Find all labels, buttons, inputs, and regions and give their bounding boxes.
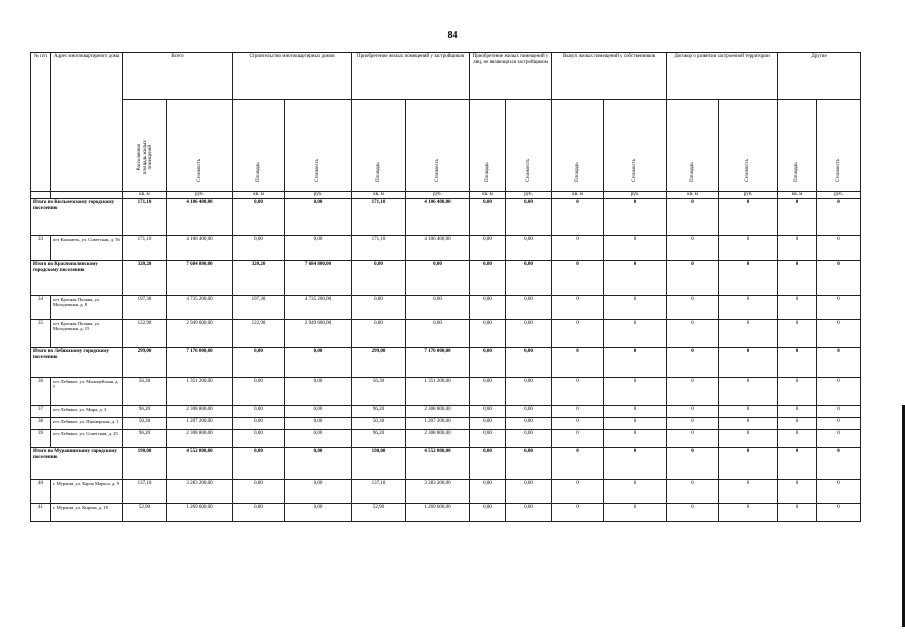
cell-area: 0,00 [470,406,506,418]
cell-area: 0 [667,448,719,480]
cell-area: 52,90 [123,504,167,522]
cell-cost: 0 [719,480,778,504]
cell-area: 0 [667,480,719,504]
cell-area: 0,00 [233,378,285,406]
cell-cost: 0 [604,480,667,504]
cell-cost: 0,00 [506,261,552,296]
table-row [31,406,861,418]
cell-area: 0 [552,430,604,448]
cell-cost: 0 [719,406,778,418]
cell-cost: 0 [604,320,667,348]
subheader-cost: Стоимость [285,100,352,192]
units-empty [51,192,123,199]
header-address: Адрес многоквартирного дома [51,53,123,192]
cell-cost: 0 [817,480,861,504]
cell-area: 299,00 [352,348,406,378]
cell-area: 0 [778,504,817,522]
row-number: 40 [31,480,51,504]
row-address: пгт Красная Поляна, ул. Молодежная, д. 15 [51,320,123,348]
cell-cost: 0 [817,418,861,430]
cell-area: 0 [778,261,817,296]
header-group-developers: Приобретение жилых помещений у застройщиков [352,53,470,100]
cell-cost: 0 [719,320,778,348]
cell-cost: 0 [604,378,667,406]
cell-cost: 4 106 400,00 [406,199,470,236]
unit-cost: руб. [167,192,233,199]
cell-cost: 0 [604,296,667,320]
cell-area: 0,00 [470,236,506,261]
cell-area: 0 [667,406,719,418]
cell-cost: 0,00 [506,406,552,418]
subheader-area: Площадь [667,100,719,192]
unit-area: кв. м [778,192,817,199]
cell-area: 0,00 [233,418,285,430]
cell-cost: 0 [817,504,861,522]
row-number: 35 [31,320,51,348]
cell-area: 0,00 [233,199,285,236]
cell-area: 0 [778,406,817,418]
cell-cost: 0 [719,378,778,406]
cell-area: 197,30 [233,296,285,320]
subtotal-row [31,199,861,236]
cell-cost: 0,00 [506,296,552,320]
cell-cost: 0 [604,504,667,522]
subtotal-row [31,348,861,378]
cell-area: 0,00 [470,320,506,348]
cell-cost: 0,00 [406,296,470,320]
table-row [31,320,861,348]
unit-area: кв. м [470,192,506,199]
cell-area: 0,00 [352,296,406,320]
cell-area: 0,00 [233,236,285,261]
cell-cost: 1 207 200,00 [406,418,470,430]
table-row [31,430,861,448]
cell-cost: 0,00 [506,320,552,348]
cell-area: 0 [552,448,604,480]
table-row [31,296,861,320]
cell-cost: 0 [817,448,861,480]
cell-cost: 0,00 [506,348,552,378]
cell-cost: 0,00 [285,236,352,261]
page-number: 84 [447,30,458,41]
cell-cost: 0 [719,261,778,296]
row-address: пгт Кильмезь, ул. Советская, д. 56 [51,236,123,261]
subheader-cost: Стоимость [167,100,233,192]
cell-cost: 1 207 200,00 [167,418,233,430]
cell-cost: 0 [719,448,778,480]
cell-cost: 1 351 200,00 [406,378,470,406]
cell-cost: 0 [604,430,667,448]
cell-area: 0,00 [352,320,406,348]
cell-cost: 4 106 400,00 [167,199,233,236]
unit-cost: руб. [817,192,861,199]
cell-cost: 2 949 600,00 [285,320,352,348]
cell-area: 122,90 [123,320,167,348]
table-row [31,480,861,504]
cell-cost: 0 [719,504,778,522]
cell-area: 0,00 [470,348,506,378]
subheader-area: Площадь [470,100,506,192]
cell-cost: 0 [817,378,861,406]
cell-area: 0,00 [233,480,285,504]
cell-cost: 2 949 600,00 [167,320,233,348]
cell-area: 0,00 [470,199,506,236]
cell-area: 50,30 [123,418,167,430]
cell-cost: 4 735 200,00 [285,296,352,320]
cell-area: 0,00 [470,418,506,430]
cell-area: 0 [552,418,604,430]
header-group-construction: Строительство многоквартирных домов [233,53,352,100]
cell-cost: 0 [817,236,861,261]
cell-cost: 0 [604,418,667,430]
header-group-other: Другие [778,53,861,100]
cell-cost: 0 [817,261,861,296]
subtotal-row [31,448,861,480]
row-address: пгт Лебяжье, ул. Пионерская, д. 1 [51,418,123,430]
cell-cost: 0,00 [406,320,470,348]
cell-cost: 0,00 [285,348,352,378]
cell-cost: 2 308 800,00 [167,430,233,448]
cell-area: 0,00 [233,448,285,480]
cell-area: 0 [552,199,604,236]
cell-area: 0 [552,261,604,296]
cell-cost: 7 684 800,00 [167,261,233,296]
unit-area: кв. м [667,192,719,199]
header-no: № п/п [31,53,51,192]
cell-area: 0 [667,261,719,296]
cell-cost: 0 [817,199,861,236]
cell-area: 52,90 [352,504,406,522]
cell-area: 137,10 [123,480,167,504]
cell-cost: 0,00 [285,504,352,522]
header-group-buyout: Выкуп жилых помещений у собственников [552,53,667,100]
cell-area: 0,00 [233,406,285,418]
cell-cost: 0,00 [506,480,552,504]
cell-area: 0 [778,418,817,430]
unit-area: кв. м [123,192,167,199]
cell-cost: 2 308 800,00 [167,406,233,418]
row-number: 38 [31,418,51,430]
relocation-table [30,52,861,522]
cell-cost: 0,00 [285,418,352,430]
unit-area: кв. м [552,192,604,199]
cell-cost: 1 351 200,00 [167,378,233,406]
cell-area: 137,10 [352,480,406,504]
cell-area: 0 [667,378,719,406]
subheader-cost: Стоимость [817,100,861,192]
cell-area: 0 [552,348,604,378]
cell-area: 197,30 [123,296,167,320]
cell-area: 171,10 [123,199,167,236]
cell-cost: 0,00 [506,236,552,261]
subtotal-label: Итого по Кильмезскому городскому поселению [31,199,123,236]
cell-cost: 2 308 800,00 [406,406,470,418]
table-row [31,504,861,522]
unit-area: кв. м [352,192,406,199]
cell-cost: 0,00 [506,378,552,406]
cell-cost: 4 106 400,00 [406,236,470,261]
cell-area: 0 [552,320,604,348]
row-address: г. Мураши, ул. Карла Маркса, д. 9 [51,480,123,504]
cell-cost: 0,00 [285,448,352,480]
cell-cost: 0 [719,199,778,236]
subheader-cost: Стоимость [719,100,778,192]
cell-area: 0 [667,199,719,236]
cell-cost: 0,00 [285,480,352,504]
cell-cost: 0,00 [406,261,470,296]
cell-cost: 7 684 800,00 [285,261,352,296]
cell-area: 0,00 [470,430,506,448]
header-group-total: Всего [123,53,233,100]
row-address: пгт Лебяжье, ул. Милицейская, д. 5 [51,378,123,406]
cell-area: 0 [667,504,719,522]
cell-cost: 4 552 800,00 [167,448,233,480]
cell-area: 96,20 [123,430,167,448]
row-number: 37 [31,406,51,418]
row-address: пгт Красная Поляна, ул. Молодежная, д. 8 [51,296,123,320]
cell-area: 0 [552,378,604,406]
table-row [31,418,861,430]
cell-cost: 0 [719,430,778,448]
cell-cost: 2 308 800,00 [406,430,470,448]
subtotal-row [31,261,861,296]
cell-area: 0,00 [470,378,506,406]
row-address: г. Мураши, ул. Кирова, д. 19 [51,504,123,522]
cell-area: 96,20 [352,406,406,418]
cell-area: 0,00 [470,448,506,480]
cell-area: 0 [778,480,817,504]
cell-area: 0 [667,320,719,348]
cell-area: 171,10 [352,199,406,236]
cell-area: 0 [778,236,817,261]
cell-cost: 3 283 200,00 [406,480,470,504]
subtotal-label: Итого по Лебяжскому городскому поселению [31,348,123,378]
cell-cost: 0,00 [506,418,552,430]
subheader-area: Площадь [352,100,406,192]
cell-cost: 0,00 [506,199,552,236]
cell-area: 96,20 [352,430,406,448]
row-number: 39 [31,430,51,448]
row-number: 41 [31,504,51,522]
cell-cost: 0 [719,418,778,430]
row-number: 34 [31,296,51,320]
cell-area: 0 [778,199,817,236]
cell-area: 0 [552,504,604,522]
subheader-area-total: Расселяемая площадь жилых помещений [123,100,167,192]
cell-area: 0 [552,406,604,418]
cell-cost: 1 269 600,00 [167,504,233,522]
cell-area: 190,00 [123,448,167,480]
cell-area: 0 [778,448,817,480]
cell-area: 0,00 [470,480,506,504]
cell-area: 0,00 [233,430,285,448]
table-row [31,378,861,406]
unit-cost: руб. [506,192,552,199]
cell-cost: 0,00 [506,430,552,448]
row-number: 33 [31,236,51,261]
cell-cost: 0 [817,348,861,378]
cell-cost: 4 735 200,00 [167,296,233,320]
cell-cost: 0,00 [506,448,552,480]
cell-cost: 0,00 [285,378,352,406]
subheader-area: Площадь [552,100,604,192]
cell-area: 320,20 [233,261,285,296]
cell-area: 171,10 [123,236,167,261]
cell-area: 0 [667,296,719,320]
cell-cost: 0 [719,236,778,261]
cell-cost: 0,00 [285,430,352,448]
row-address: пгт Лебяжье, ул. Мира, д. 3 [51,406,123,418]
cell-cost: 0,00 [506,504,552,522]
units-empty [31,192,51,199]
table-row [31,236,861,261]
cell-cost: 0 [604,348,667,378]
cell-area: 56,30 [352,378,406,406]
unit-cost: руб. [719,192,778,199]
cell-area: 0 [778,296,817,320]
row-number: 36 [31,378,51,406]
subtotal-label: Итого по Мурашинскому городскому поселению [31,448,123,480]
subtotal-label: Итого по Краснополянскому городскому поселению [31,261,123,296]
cell-cost: 0 [604,261,667,296]
cell-cost: 7 176 000,00 [167,348,233,378]
cell-area: 0 [778,430,817,448]
cell-area: 50,30 [352,418,406,430]
cell-area: 0 [667,430,719,448]
cell-area: 0,00 [470,504,506,522]
cell-area: 171,10 [352,236,406,261]
unit-cost: руб. [406,192,470,199]
cell-cost: 0 [604,448,667,480]
cell-area: 0 [552,296,604,320]
subheader-area: Площадь [778,100,817,192]
table-body [31,199,861,522]
cell-cost: 4 106 400,00 [167,236,233,261]
cell-area: 0,00 [352,261,406,296]
cell-area: 96,20 [123,406,167,418]
subheader-cost: Стоимость [506,100,552,192]
unit-cost: руб. [604,192,667,199]
subheader-cost: Стоимость [604,100,667,192]
cell-cost: 0 [604,236,667,261]
cell-cost: 0 [817,320,861,348]
cell-area: 0 [778,320,817,348]
header-group-development-agreement: Договор о развитии застроенной территории [667,53,778,100]
cell-area: 0 [667,348,719,378]
cell-area: 0 [667,418,719,430]
cell-cost: 1 269 600,00 [406,504,470,522]
subheader-cost: Стоимость [406,100,470,192]
cell-area: 320,20 [123,261,167,296]
cell-area: 0,00 [233,504,285,522]
cell-area: 190,00 [352,448,406,480]
header-group-non-developers: Приобретение жилых помещений у лиц, не являющихся застройщиком [470,53,552,100]
cell-cost: 0 [604,406,667,418]
cell-cost: 0 [817,430,861,448]
cell-area: 56,30 [123,378,167,406]
cell-cost: 0 [719,296,778,320]
cell-area: 0,00 [470,296,506,320]
cell-area: 0,00 [470,261,506,296]
cell-area: 0 [778,378,817,406]
cell-area: 0 [552,480,604,504]
cell-area: 0 [552,236,604,261]
subheader-area: Площадь [233,100,285,192]
row-address: пгт Лебяжье, ул. Советская, д. 25 [51,430,123,448]
cell-area: 0 [778,348,817,378]
cell-cost: 0 [817,406,861,418]
cell-cost: 0 [719,348,778,378]
cell-area: 122,90 [233,320,285,348]
cell-cost: 0,00 [285,199,352,236]
cell-area: 299,00 [123,348,167,378]
cell-cost: 7 176 000,00 [406,348,470,378]
cell-area: 0 [667,236,719,261]
cell-cost: 4 552 800,00 [406,448,470,480]
cell-cost: 0 [817,296,861,320]
cell-cost: 0 [604,199,667,236]
unit-area: кв. м [233,192,285,199]
unit-cost: руб. [285,192,352,199]
cell-cost: 0,00 [285,406,352,418]
cell-area: 0,00 [233,348,285,378]
cell-cost: 3 283 200,00 [167,480,233,504]
